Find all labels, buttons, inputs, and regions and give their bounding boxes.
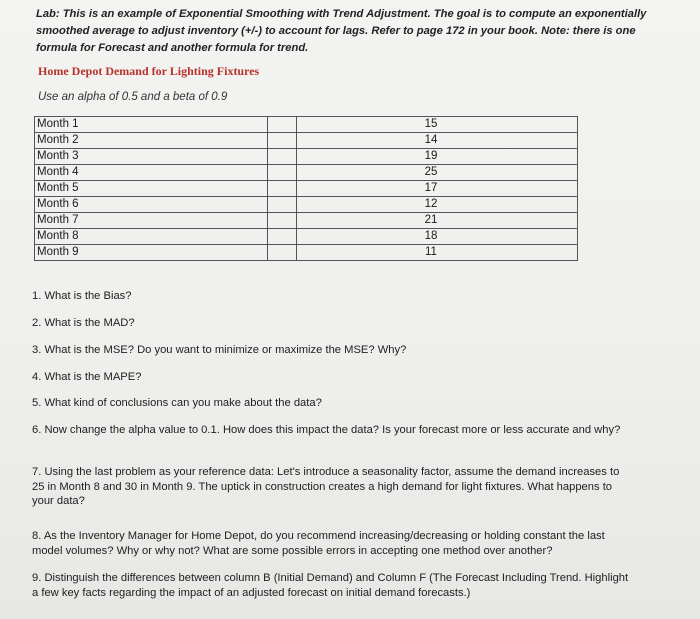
demand-value-cell: 15 bbox=[297, 117, 578, 133]
table-row bbox=[35, 181, 578, 197]
table-row bbox=[35, 245, 578, 261]
question-4: 4. What is the MAPE? bbox=[32, 371, 142, 383]
table-title: Home Depot Demand for Lighting Fixtures bbox=[38, 64, 260, 78]
demand-value-cell: 19 bbox=[297, 149, 578, 165]
demand-value-cell: 18 bbox=[297, 229, 578, 245]
month-cell: Month 2 bbox=[35, 133, 268, 149]
demand-value-cell: 11 bbox=[297, 245, 578, 261]
empty-cell bbox=[268, 213, 297, 229]
question-1: 1. What is the Bias? bbox=[32, 290, 132, 302]
month-cell: Month 6 bbox=[35, 197, 268, 213]
month-cell: Month 8 bbox=[35, 229, 268, 245]
empty-cell bbox=[268, 181, 297, 197]
empty-cell bbox=[268, 117, 297, 133]
table-row bbox=[35, 149, 578, 165]
demand-value-cell: 14 bbox=[297, 133, 578, 149]
table-row bbox=[35, 213, 578, 229]
demand-value-cell: 25 bbox=[297, 165, 578, 181]
month-cell: Month 9 bbox=[35, 245, 268, 261]
empty-cell bbox=[268, 133, 297, 149]
month-cell: Month 5 bbox=[35, 181, 268, 197]
table-row bbox=[35, 133, 578, 149]
month-cell: Month 1 bbox=[35, 117, 268, 133]
question-9: 9. Distinguish the differences between column B (Initial Demand) and Column F (The Forecast Including Trend. Highlight a few key facts regarding the impact of an adjusted forecast on initial demand forecasts.) bbox=[32, 572, 629, 599]
question-3: 3. What is the MSE? Do you want to minimize or maximize the MSE? Why? bbox=[32, 344, 407, 356]
question-5: 5. What kind of conclusions can you make about the data? bbox=[32, 397, 322, 409]
demand-value-cell: 21 bbox=[297, 213, 578, 229]
demand-table bbox=[34, 116, 578, 261]
month-cell: Month 4 bbox=[35, 165, 268, 181]
month-cell: Month 7 bbox=[35, 213, 268, 229]
month-cell: Month 3 bbox=[35, 149, 268, 165]
empty-cell bbox=[268, 197, 297, 213]
table-row bbox=[35, 117, 578, 133]
lab-instructions: Lab: This is an example of Exponential Smoothing with Trend Adjustment. The goal is to compute an exponentially smoothed average to adjust inventory (+/-) to account for lags. Refer to page 172 in your book. Note: there is one formula for Forecast and another formula for trend. bbox=[36, 8, 647, 54]
empty-cell bbox=[268, 149, 297, 165]
question-7: 7. Using the last problem as your reference data: Let's introduce a seasonality factor, assume the demand increases to 25 in Month 8 and 30 in Month 9. The uptick in construction creates a high demand for light fixtures. What happens to your data? bbox=[32, 466, 620, 507]
empty-cell bbox=[268, 229, 297, 245]
question-2: 2. What is the MAD? bbox=[32, 317, 135, 329]
table-row bbox=[35, 229, 578, 245]
demand-value-cell: 12 bbox=[297, 197, 578, 213]
smoothing-parameters: Use an alpha of 0.5 and a beta of 0.9 bbox=[38, 91, 228, 103]
empty-cell bbox=[268, 245, 297, 261]
table-row bbox=[35, 197, 578, 213]
lab-sheet bbox=[26, 0, 686, 619]
question-8: 8. As the Inventory Manager for Home Depot, do you recommend increasing/decreasing or holding constant the last model volumes? Why or why not? What are some possible errors in accepting one method over another? bbox=[32, 530, 605, 557]
table-row bbox=[35, 165, 578, 181]
demand-value-cell: 17 bbox=[297, 181, 578, 197]
empty-cell bbox=[268, 165, 297, 181]
question-6: 6. Now change the alpha value to 0.1. How does this impact the data? Is your forecast more or less accurate and why? bbox=[32, 424, 621, 436]
